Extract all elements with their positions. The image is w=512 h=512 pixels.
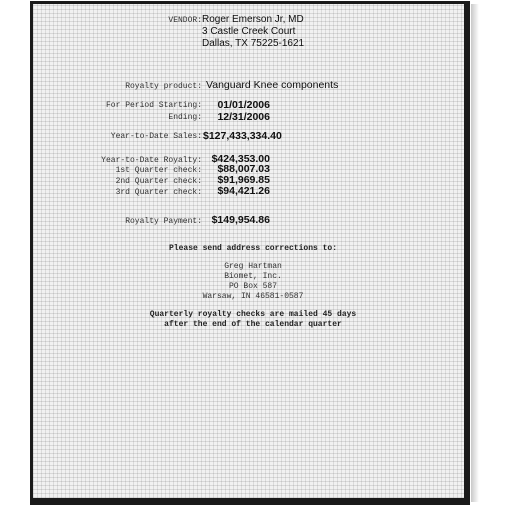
ytd-sales-label: Year-to-Date Sales: — [110, 132, 202, 141]
q3-check-label: 3rd Quarter check: — [115, 188, 202, 197]
period-end-label: Ending: — [168, 113, 202, 122]
page-shadow-edge — [471, 4, 479, 502]
corrections-city: Warsaw, IN 46581-0587 — [202, 292, 304, 301]
q1-check-label: 1st Quarter check: — [115, 166, 202, 175]
mailing-note-line2: after the end of the calendar quarter — [164, 320, 342, 329]
vendor-label: VENDOR: — [168, 16, 202, 25]
mailing-note-line1: Quarterly royalty checks are mailed 45 days — [149, 310, 357, 319]
ytd-royalty-value: $424,353.00 — [211, 153, 270, 165]
period-start-label: For Period Starting: — [105, 101, 202, 110]
vendor-city: Dallas, TX 75225-1621 — [202, 38, 305, 49]
vendor-street: 3 Castle Creek Court — [202, 26, 296, 37]
corrections-name: Greg Hartman — [224, 262, 282, 271]
royalty-product-value: Vanguard Knee components — [206, 79, 339, 91]
corrections-company: Biomet, Inc. — [224, 272, 282, 281]
corrections-heading: Please send address corrections to: — [168, 244, 338, 253]
q1-check-value: $88,007.03 — [217, 163, 270, 175]
q2-check-value: $91,969.85 — [217, 174, 270, 186]
period-start-value: 01/01/2006 — [217, 99, 270, 111]
royalty-payment-value: $149,954.86 — [211, 214, 270, 226]
q2-check-label: 2nd Quarter check: — [115, 177, 202, 186]
corrections-box: PO Box 587 — [228, 282, 277, 291]
vendor-name: Roger Emerson Jr, MD — [202, 14, 304, 25]
ytd-royalty-label: Year-to-Date Royalty: — [101, 156, 202, 165]
royalty-payment-label: Royalty Payment: — [125, 217, 202, 226]
q3-check-value: $94,421.26 — [217, 185, 270, 197]
royalty-product-label: Royalty product: — [125, 82, 202, 91]
ytd-sales-value: $127,433,334.40 — [203, 130, 282, 142]
period-end-value: 12/31/2006 — [217, 111, 270, 123]
scanned-page — [30, 1, 470, 505]
